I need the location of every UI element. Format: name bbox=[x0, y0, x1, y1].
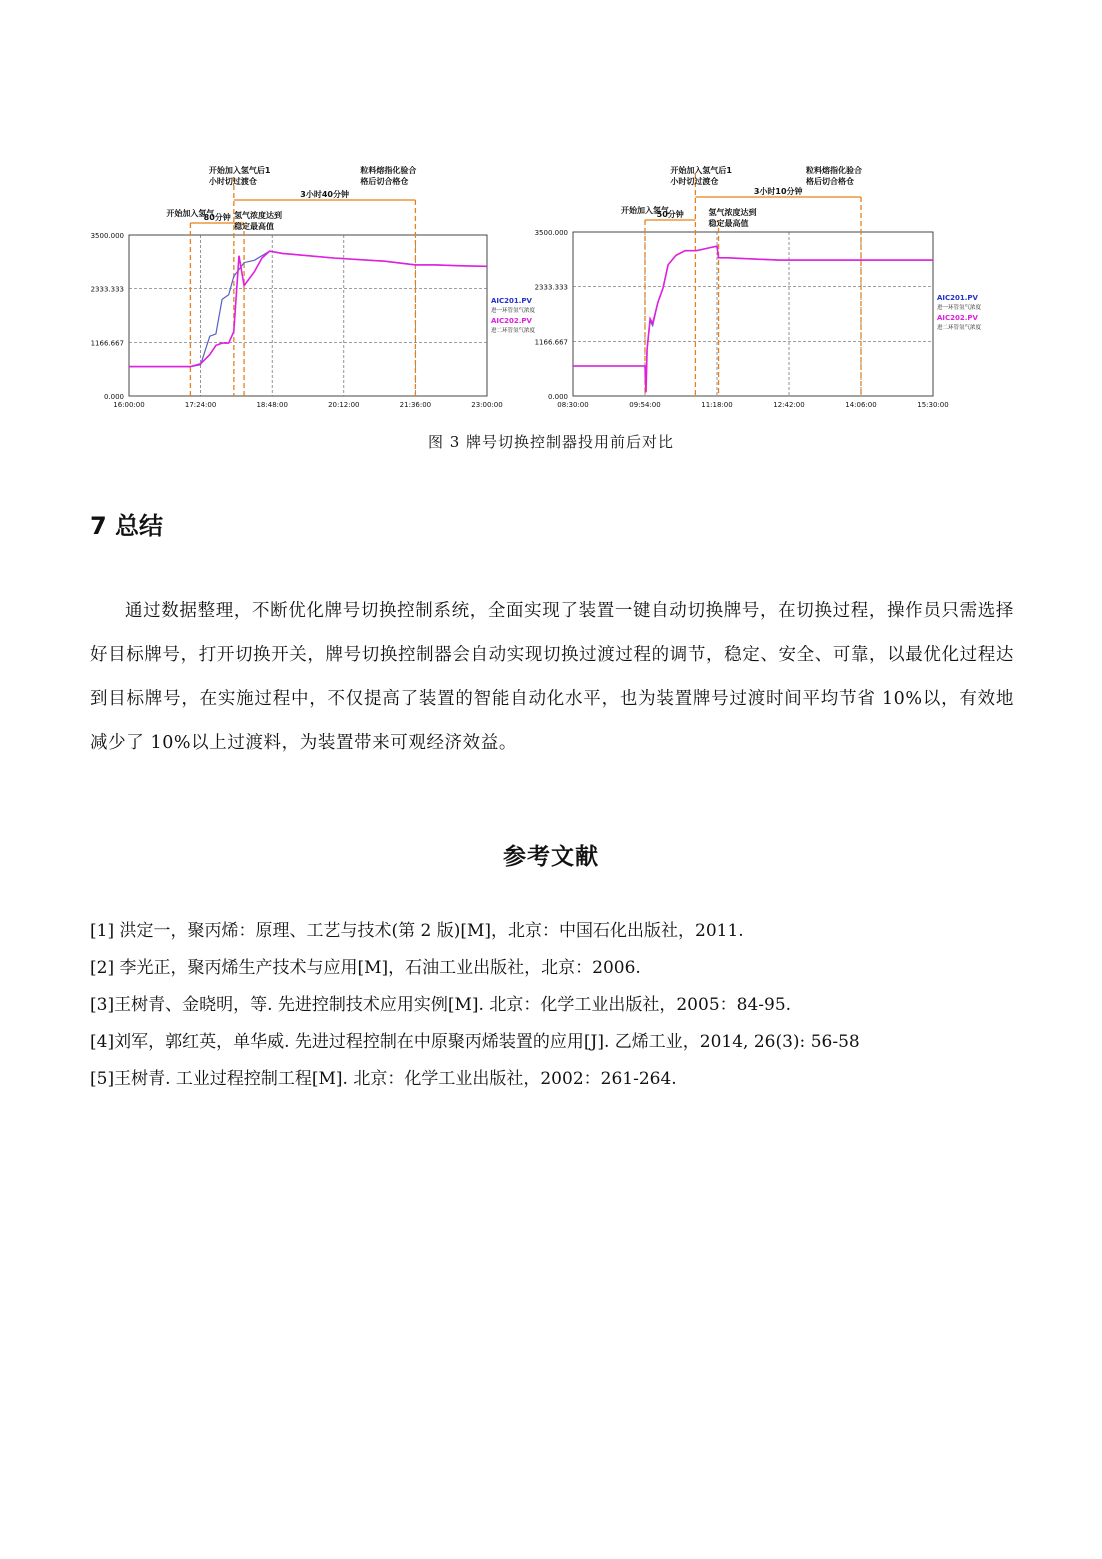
annotation-h2-stable: 氢气浓度达到 bbox=[708, 208, 757, 217]
chart-svg bbox=[90, 160, 546, 415]
y-tick-label: 3500.000 bbox=[90, 232, 124, 240]
chart-svg bbox=[534, 160, 990, 415]
legend-desc: 进二环管氢气浓度 bbox=[937, 325, 982, 331]
legend-tag: AIC202.PV bbox=[491, 317, 532, 325]
annotation-qualified: 粒料熔指化验合 bbox=[806, 166, 862, 175]
annotation-after-h2: 小时切过渡仓 bbox=[670, 177, 719, 186]
y-tick-label: 1166.667 bbox=[90, 339, 124, 348]
y-tick-label: 3500.000 bbox=[534, 229, 568, 237]
reference-item: [2] 李光正，聚丙烯生产技术与应用[M]，石油工业出版社，北京：2006. bbox=[90, 958, 641, 978]
legend-tag: AIC201.PV bbox=[937, 294, 978, 302]
y-tick-label: 2333.333 bbox=[534, 283, 568, 292]
y-tick-label: 2333.333 bbox=[90, 285, 124, 294]
section-heading: 7 总结 bbox=[90, 512, 164, 540]
span-label-short: 80分钟 bbox=[203, 213, 231, 222]
legend-desc: 进一环管氢气浓度 bbox=[491, 308, 536, 314]
annotation-qualified: 格后切合格仓 bbox=[360, 177, 409, 186]
annotation-qualified: 粒料熔指化验合 bbox=[360, 166, 417, 175]
annotation-h2-stable: 稳定最高值 bbox=[708, 219, 749, 228]
y-tick-label: 0.000 bbox=[547, 393, 568, 401]
references-title: 参考文献 bbox=[503, 844, 599, 870]
span-label-long: 3小时40分钟 bbox=[300, 190, 349, 199]
annotation-start-h2: 开始加入氢气 bbox=[166, 209, 215, 218]
x-tick-label: 11:18:00 bbox=[701, 401, 733, 409]
annotation-after-h2: 开始加入氢气后1 bbox=[208, 166, 271, 175]
annotation-h2-stable: 稳定最高值 bbox=[234, 222, 275, 231]
legend-tag: AIC202.PV bbox=[937, 314, 978, 322]
annotation-start-h2: 开始加入氢气 bbox=[621, 206, 669, 215]
legend-desc: 进二环管氢气浓度 bbox=[491, 328, 536, 334]
legend-tag: AIC201.PV bbox=[491, 297, 532, 305]
x-tick-label: 15:30:00 bbox=[917, 401, 949, 409]
y-tick-label: 0.000 bbox=[103, 393, 124, 401]
figure-caption: 图 3 牌号切换控制器投用前后对比 bbox=[427, 433, 675, 451]
x-tick-label: 23:00:00 bbox=[471, 401, 503, 409]
x-tick-label: 17:24:00 bbox=[184, 401, 217, 409]
plot-frame bbox=[129, 235, 487, 396]
x-tick-label: 09:54:00 bbox=[629, 401, 661, 409]
annotation-after-h2: 开始加入氢气后1 bbox=[670, 166, 732, 175]
x-tick-label: 16:00:00 bbox=[113, 401, 145, 409]
reference-item: [5]王树青. 工业过程控制工程[M]. 北京：化学工业出版社，2002：261-264. bbox=[90, 1069, 677, 1089]
figure-chart-before bbox=[90, 160, 546, 415]
plot-frame bbox=[573, 232, 933, 396]
reference-item: [1] 洪定一，聚丙烯：原理、工艺与技术(第 2 版)[M]，北京：中国石化出版社，2011. bbox=[90, 921, 744, 941]
x-tick-label: 21:36:00 bbox=[399, 401, 432, 409]
body-paragraph: 通过数据整理，不断优化牌号切换控制系统，全面实现了装置一键自动切换牌号，在切换过程，操作员只需选择好目标牌号，打开切换开关，牌号切换控制器会自动实现切换过渡过程的调节，稳定、安全、可靠，以最优化过程达到目标牌号，在实施过程中，不仅提高了装置的智能自动化水平，也为装置牌号过渡时间平均节省 10%以，有效地减少了 10%以上过渡料，为装置带来可观经济效益。 bbox=[90, 601, 1014, 753]
reference-item: [4]刘军，郭红英，单华威. 先进过程控制在中原聚丙烯装置的应用[J]. 乙烯工业，2014, 26(3): 56-58 bbox=[90, 1032, 860, 1052]
reference-item: [3]王树青、金晓明，等. 先进控制技术应用实例[M]. 北京：化学工业出版社，2005：84-95. bbox=[90, 995, 792, 1015]
annotation-after-h2: 小时切过渡仓 bbox=[208, 177, 257, 186]
legend-desc: 进一环管氢气浓度 bbox=[937, 305, 982, 311]
span-label-long: 3小时10分钟 bbox=[753, 187, 803, 196]
x-tick-label: 20:12:00 bbox=[328, 401, 360, 409]
x-tick-label: 12:42:00 bbox=[773, 401, 805, 409]
reference-list bbox=[90, 913, 1030, 1098]
annotation-qualified: 格后切合格仓 bbox=[806, 177, 854, 186]
x-tick-label: 08:30:00 bbox=[557, 401, 589, 409]
x-tick-label: 18:48:00 bbox=[256, 401, 288, 409]
y-tick-label: 1166.667 bbox=[534, 338, 568, 347]
span-label-short: 50分钟 bbox=[656, 210, 684, 219]
figure-chart-after bbox=[534, 160, 990, 415]
x-tick-label: 14:06:00 bbox=[845, 401, 877, 409]
annotation-h2-stable: 氢气浓度达到 bbox=[234, 211, 283, 220]
